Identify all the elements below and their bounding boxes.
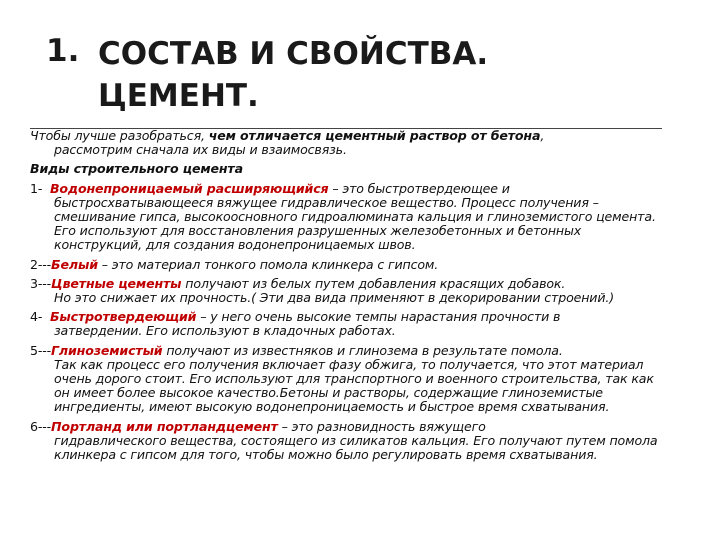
- item-first-line: – это быстротвердеющее и: [328, 180, 510, 196]
- item-prefix: 5---: [30, 342, 52, 358]
- item-first-line: – это материал тонкого помола клинкера с гипсом.: [97, 256, 439, 272]
- intro-paragraph: [30, 129, 670, 157]
- intro-text-a: Чтобы лучше разобраться,: [30, 128, 209, 143]
- item-prefix: 2---: [30, 256, 52, 272]
- title-number: 1.: [46, 33, 80, 69]
- title-line-2: ЦЕМЕНТ.: [98, 78, 259, 114]
- list-item-1: [30, 182, 670, 253]
- item-first-line: получают из белых путем добавления красящих добавок.: [181, 275, 566, 291]
- section-heading: Виды строительного цемента: [30, 161, 243, 177]
- item-term: Портланд или портландцемент: [51, 418, 278, 434]
- intro-emphasis: чем отличается цементный раствор от бетона: [208, 128, 541, 143]
- list-item-6: [30, 420, 670, 463]
- item-rest: гидравлического вещества, состоящего из силикатов кальция. Его получают путем помола клинкера с гипсом для того, чтобы можно было регулировать время схватывания.: [54, 432, 658, 463]
- list-item-3: [30, 277, 670, 305]
- item-term: Водонепроницаемый расширяющийся: [49, 180, 329, 196]
- item-first-line: получают из известняков и глинозема в результате помола.: [162, 342, 563, 358]
- item-rest: затвердении. Его используют в кладочных работах.: [54, 323, 396, 339]
- intro-text-c: ,: [540, 128, 545, 143]
- item-rest: Так как процесс его получения включает фазу обжига, то получается, что этот материал очень дорого стоит. Его используют для транспортного и военного строительства, так как он имеет более высокое качество.Бетоны и растворы, содержащие глиноземистые ингредиенты, имеют высокую водонепроницаемость и быстрое время схватывания.: [54, 356, 654, 415]
- list-item-5: [30, 344, 670, 415]
- item-first-line: – у него очень высокие темпы нарастания прочности в: [196, 309, 561, 325]
- title-line-1: СОСТАВ И СВОЙСТВА.: [98, 36, 489, 72]
- item-prefix: 4-: [30, 309, 43, 325]
- item-term: Глиноземистый: [51, 342, 163, 358]
- intro-text-d: рассмотрим сначала их виды и взаимосвязь.: [54, 142, 347, 158]
- slide-title: [46, 33, 686, 117]
- item-prefix: 1-: [30, 180, 43, 196]
- item-term: Белый: [51, 256, 98, 272]
- item-prefix: 3---: [30, 275, 52, 291]
- list-item-2: [30, 258, 670, 272]
- list-item-4: [30, 310, 670, 338]
- item-prefix: 6---: [30, 418, 52, 434]
- item-rest: быстросхватывающееся вяжущее гидравлическое вещество. Процесс получения – смешивание гипса, высокоосновного гидроалюмината кальция и глиноземистого цемента. Его используют для восстановления разрушенных железобетонных и бетонных конструкций, для создания водонепроницаемых швов.: [54, 194, 656, 253]
- item-term: Быстротвердеющий: [49, 309, 197, 325]
- item-term: Цветные цементы: [51, 275, 182, 291]
- item-rest: Но это снижает их прочность.( Эти два вида применяют в декорировании строений.): [54, 290, 614, 306]
- item-first-line: – это разновидность вяжущего: [277, 418, 486, 434]
- slide-body: [30, 129, 670, 467]
